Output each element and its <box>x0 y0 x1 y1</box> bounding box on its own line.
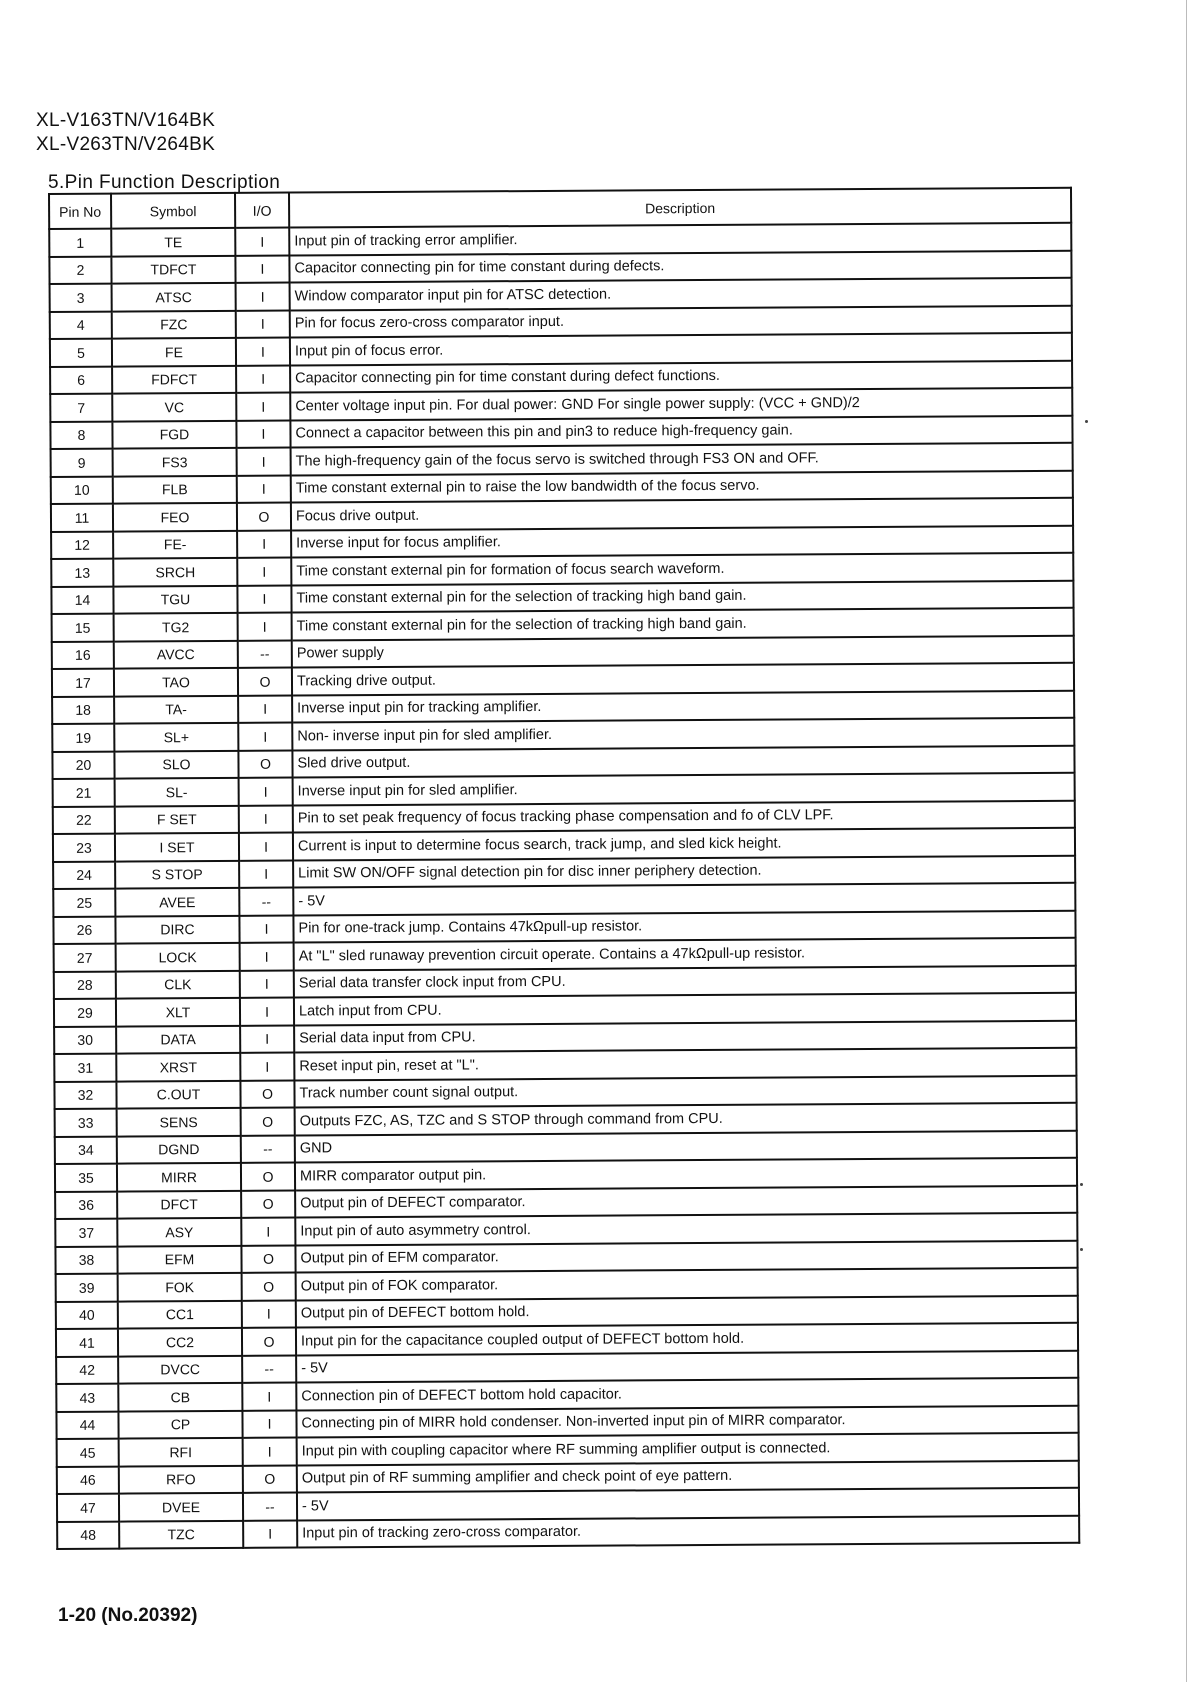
scan-speck <box>1085 420 1088 423</box>
header-io: I/O <box>235 193 289 228</box>
cell-description: Time constant external pin for formation of focus search waveform. <box>291 553 1073 585</box>
cell-symbol: DVEE <box>119 1493 243 1521</box>
cell-io: I <box>237 558 291 586</box>
cell-io: O <box>241 1163 295 1191</box>
cell-pin-no: 7 <box>50 394 112 422</box>
cell-symbol: DIRC <box>115 915 239 943</box>
cell-io: I <box>238 695 292 723</box>
cell-description: Capacitor connecting pin for time constant during defect functions. <box>290 360 1072 392</box>
cell-description: Center voltage input pin. For dual power: GND For single power supply: (VCC + GND)/2 <box>290 388 1072 420</box>
cell-description: Latch input from CPU. <box>294 993 1076 1025</box>
cell-description: Serial data transfer clock input from CPU. <box>294 965 1076 997</box>
cell-description: Tracking drive output. <box>292 663 1074 695</box>
cell-pin-no: 27 <box>54 944 116 972</box>
cell-symbol: CLK <box>116 970 240 998</box>
cell-symbol: LOCK <box>116 943 240 971</box>
cell-io: I <box>239 915 293 943</box>
cell-pin-no: 5 <box>50 339 112 367</box>
cell-pin-no: 25 <box>53 889 115 917</box>
cell-description: Connecting pin of MIRR hold condenser. Non-inverted input pin of MIRR comparator. <box>296 1405 1078 1437</box>
cell-io: I <box>236 310 290 338</box>
cell-description: Input pin of auto asymmetry control. <box>295 1213 1077 1245</box>
cell-pin-no: 20 <box>52 751 114 779</box>
cell-io: O <box>243 1465 297 1493</box>
cell-io: I <box>238 613 292 641</box>
cell-io: I <box>239 833 293 861</box>
cell-symbol: DFCT <box>117 1190 241 1218</box>
cell-io: -- <box>242 1355 296 1383</box>
cell-pin-no: 45 <box>57 1439 119 1467</box>
scan-edge-line <box>1186 0 1187 1682</box>
cell-pin-no: 6 <box>50 366 112 394</box>
cell-symbol: VC <box>112 393 236 421</box>
cell-pin-no: 30 <box>54 1026 116 1054</box>
cell-description: Input pin of tracking zero-cross comparator. <box>297 1515 1079 1547</box>
cell-symbol: FOK <box>118 1273 242 1301</box>
cell-symbol: DVCC <box>118 1355 242 1383</box>
cell-io: I <box>236 365 290 393</box>
cell-symbol: ASY <box>117 1218 241 1246</box>
cell-description: Inverse input for focus amplifier. <box>291 525 1073 557</box>
cell-pin-no: 39 <box>56 1274 118 1302</box>
cell-symbol: S STOP <box>115 860 239 888</box>
cell-symbol: CC1 <box>118 1300 242 1328</box>
cell-symbol: CP <box>118 1410 242 1438</box>
cell-pin-no: 28 <box>54 971 116 999</box>
cell-io: O <box>238 750 292 778</box>
cell-io: I <box>236 420 290 448</box>
cell-pin-no: 9 <box>51 449 113 477</box>
cell-description: Pin for one-track jump. Contains 47kΩpull-up resistor. <box>293 910 1075 942</box>
cell-description: - 5V <box>297 1488 1079 1520</box>
cell-pin-no: 31 <box>54 1054 116 1082</box>
cell-description: Input pin for the capacitance coupled output of DEFECT bottom hold. <box>296 1323 1078 1355</box>
cell-symbol: TA- <box>114 695 238 723</box>
cell-io: I <box>240 1053 294 1081</box>
cell-symbol: C.OUT <box>116 1080 240 1108</box>
cell-io: -- <box>239 888 293 916</box>
section-title: 5.Pin Function Description <box>48 172 281 193</box>
cell-pin-no: 47 <box>57 1494 119 1522</box>
cell-description: At "L" sled runaway prevention circuit operate. Contains a 47kΩpull-up resistor. <box>294 938 1076 970</box>
cell-symbol: TG2 <box>114 613 238 641</box>
cell-symbol: MIRR <box>117 1163 241 1191</box>
cell-symbol: FEO <box>113 503 237 531</box>
cell-description: Output pin of RF summing amplifier and check point of eye pattern. <box>297 1460 1079 1492</box>
cell-io: I <box>240 943 294 971</box>
cell-io: I <box>239 860 293 888</box>
cell-description: Time constant external pin to raise the low bandwidth of the focus servo. <box>291 470 1073 502</box>
cell-io: O <box>240 1080 294 1108</box>
cell-description: Sled drive output. <box>292 745 1074 777</box>
cell-pin-no: 29 <box>54 999 116 1027</box>
model-number-line-1: XL-V163TN/V164BK <box>36 110 216 131</box>
cell-symbol: SENS <box>117 1108 241 1136</box>
cell-io: O <box>242 1328 296 1356</box>
cell-io: O <box>241 1190 295 1218</box>
cell-description: Non- inverse input pin for sled amplifier. <box>292 718 1074 750</box>
cell-description: - 5V <box>293 883 1075 915</box>
cell-symbol: FE- <box>113 530 237 558</box>
cell-description: Inverse input pin for sled amplifier. <box>293 773 1075 805</box>
cell-pin-no: 26 <box>53 916 115 944</box>
cell-description: Connect a capacitor between this pin and pin3 to reduce high-frequency gain. <box>290 415 1072 447</box>
cell-pin-no: 22 <box>53 806 115 834</box>
cell-description: Output pin of FOK comparator. <box>296 1268 1078 1300</box>
cell-pin-no: 4 <box>50 311 112 339</box>
cell-pin-no: 34 <box>55 1136 117 1164</box>
cell-symbol: XLT <box>116 998 240 1026</box>
cell-pin-no: 44 <box>56 1411 118 1439</box>
cell-symbol: FZC <box>112 310 236 338</box>
cell-pin-no: 36 <box>55 1191 117 1219</box>
cell-symbol: TE <box>111 228 235 256</box>
cell-pin-no: 18 <box>52 696 114 724</box>
cell-description: GND <box>295 1130 1077 1162</box>
cell-description: Pin to set peak frequency of focus tracking phase compensation and fo of CLV LPF. <box>293 800 1075 832</box>
cell-pin-no: 12 <box>51 531 113 559</box>
cell-io: I <box>239 805 293 833</box>
cell-io: -- <box>238 640 292 668</box>
cell-symbol: SL- <box>115 778 239 806</box>
cell-pin-no: 24 <box>53 861 115 889</box>
cell-pin-no: 15 <box>52 614 114 642</box>
scan-speck <box>1080 1183 1083 1186</box>
model-number-line-2: XL-V263TN/V264BK <box>36 134 216 155</box>
cell-io: I <box>240 970 294 998</box>
scan-speck <box>1080 1248 1083 1251</box>
cell-io: I <box>236 283 290 311</box>
cell-io: I <box>236 393 290 421</box>
cell-symbol: AVEE <box>115 888 239 916</box>
cell-symbol: FS3 <box>113 448 237 476</box>
cell-pin-no: 21 <box>53 779 115 807</box>
cell-symbol: CB <box>118 1383 242 1411</box>
cell-description: Input pin with coupling capacitor where RF summing amplifier output is connected. <box>297 1433 1079 1465</box>
cell-io: I <box>240 998 294 1026</box>
pin-function-table <box>48 187 1080 1550</box>
cell-pin-no: 38 <box>55 1246 117 1274</box>
cell-pin-no: 32 <box>54 1081 116 1109</box>
cell-io: I <box>238 723 292 751</box>
cell-symbol: I SET <box>115 833 239 861</box>
cell-pin-no: 14 <box>51 586 113 614</box>
header-description: Description <box>289 188 1071 228</box>
cell-pin-no: 2 <box>49 256 111 284</box>
cell-pin-no: 41 <box>56 1329 118 1357</box>
cell-description: Outputs FZC, AS, TZC and S STOP through command from CPU. <box>295 1103 1077 1135</box>
page-number: 1-20 (No.20392) <box>58 1605 198 1626</box>
cell-pin-no: 42 <box>56 1356 118 1384</box>
cell-symbol: TAO <box>114 668 238 696</box>
cell-io: I <box>236 338 290 366</box>
cell-symbol: SRCH <box>113 558 237 586</box>
cell-description: Output pin of DEFECT comparator. <box>295 1185 1077 1217</box>
cell-description: Reset input pin, reset at "L". <box>294 1048 1076 1080</box>
cell-pin-no: 48 <box>57 1521 119 1549</box>
cell-symbol: EFM <box>117 1245 241 1273</box>
cell-symbol: TGU <box>113 585 237 613</box>
cell-pin-no: 3 <box>50 284 112 312</box>
cell-symbol: FDFCT <box>112 365 236 393</box>
cell-pin-no: 37 <box>55 1219 117 1247</box>
cell-io: O <box>241 1245 295 1273</box>
cell-pin-no: 40 <box>56 1301 118 1329</box>
cell-description: Focus drive output. <box>291 498 1073 530</box>
cell-description: Track number count signal output. <box>294 1075 1076 1107</box>
cell-pin-no: 35 <box>55 1164 117 1192</box>
cell-io: I <box>243 1520 297 1548</box>
header-pin-no: Pin No <box>49 194 111 229</box>
cell-description: Input pin of focus error. <box>290 333 1072 365</box>
cell-pin-no: 17 <box>52 669 114 697</box>
cell-symbol: SLO <box>114 750 238 778</box>
cell-pin-no: 19 <box>52 724 114 752</box>
cell-symbol: FLB <box>113 475 237 503</box>
cell-symbol: CC2 <box>118 1328 242 1356</box>
cell-symbol: TZC <box>119 1520 243 1548</box>
cell-description: Inverse input pin for tracking amplifier. <box>292 690 1074 722</box>
cell-pin-no: 16 <box>52 641 114 669</box>
cell-pin-no: 8 <box>50 421 112 449</box>
cell-symbol: TDFCT <box>111 255 235 283</box>
cell-description: Connection pin of DEFECT bottom hold capacitor. <box>296 1378 1078 1410</box>
cell-io: I <box>237 585 291 613</box>
cell-description: Window comparator input pin for ATSC detection. <box>290 278 1072 310</box>
cell-symbol: RFO <box>119 1465 243 1493</box>
table-row <box>57 1515 1079 1549</box>
cell-symbol: SL+ <box>114 723 238 751</box>
cell-symbol: ATSC <box>112 283 236 311</box>
cell-description: Input pin of tracking error amplifier. <box>289 223 1071 255</box>
cell-symbol: AVCC <box>114 640 238 668</box>
cell-io: O <box>237 503 291 531</box>
cell-io: I <box>242 1300 296 1328</box>
cell-pin-no: 46 <box>57 1466 119 1494</box>
cell-io: I <box>240 1025 294 1053</box>
cell-io: I <box>235 228 289 256</box>
cell-description: The high-frequency gain of the focus servo is switched through FS3 ON and OFF. <box>291 443 1073 475</box>
cell-description: Time constant external pin for the selection of tracking high band gain. <box>292 608 1074 640</box>
cell-description: Current is input to determine focus search, track jump, and sled kick height. <box>293 828 1075 860</box>
cell-description: MIRR comparator output pin. <box>295 1158 1077 1190</box>
cell-description: Output pin of EFM comparator. <box>295 1240 1077 1272</box>
cell-io: I <box>242 1410 296 1438</box>
cell-pin-no: 10 <box>51 476 113 504</box>
cell-io: O <box>242 1273 296 1301</box>
cell-io: -- <box>243 1493 297 1521</box>
cell-io: O <box>238 668 292 696</box>
cell-description: Limit SW ON/OFF signal detection pin for disc inner periphery detection. <box>293 855 1075 887</box>
cell-description: Capacitor connecting pin for time constant during defects. <box>289 250 1071 282</box>
cell-io: I <box>243 1438 297 1466</box>
cell-pin-no: 1 <box>49 229 111 257</box>
cell-description: Serial data input from CPU. <box>294 1020 1076 1052</box>
cell-description: Pin for focus zero-cross comparator input. <box>290 305 1072 337</box>
cell-io: I <box>237 530 291 558</box>
cell-io: I <box>239 778 293 806</box>
cell-pin-no: 43 <box>56 1384 118 1412</box>
cell-description: Output pin of DEFECT bottom hold. <box>296 1295 1078 1327</box>
cell-description: Power supply <box>292 635 1074 667</box>
cell-pin-no: 13 <box>51 559 113 587</box>
cell-symbol: FGD <box>112 420 236 448</box>
cell-pin-no: 33 <box>55 1109 117 1137</box>
header-symbol: Symbol <box>111 193 235 229</box>
cell-io: -- <box>241 1135 295 1163</box>
cell-symbol: F SET <box>115 805 239 833</box>
cell-io: I <box>237 475 291 503</box>
cell-symbol: XRST <box>116 1053 240 1081</box>
cell-pin-no: 11 <box>51 504 113 532</box>
cell-symbol: FE <box>112 338 236 366</box>
cell-io: I <box>242 1383 296 1411</box>
cell-pin-no: 23 <box>53 834 115 862</box>
cell-description: Time constant external pin for the selection of tracking high band gain. <box>291 580 1073 612</box>
cell-io: I <box>235 255 289 283</box>
cell-symbol: RFI <box>119 1438 243 1466</box>
cell-io: I <box>241 1218 295 1246</box>
cell-io: I <box>237 448 291 476</box>
cell-symbol: DGND <box>117 1135 241 1163</box>
pin-rows <box>49 223 1079 1549</box>
cell-symbol: DATA <box>116 1025 240 1053</box>
cell-io: O <box>241 1108 295 1136</box>
cell-description: - 5V <box>296 1350 1078 1382</box>
